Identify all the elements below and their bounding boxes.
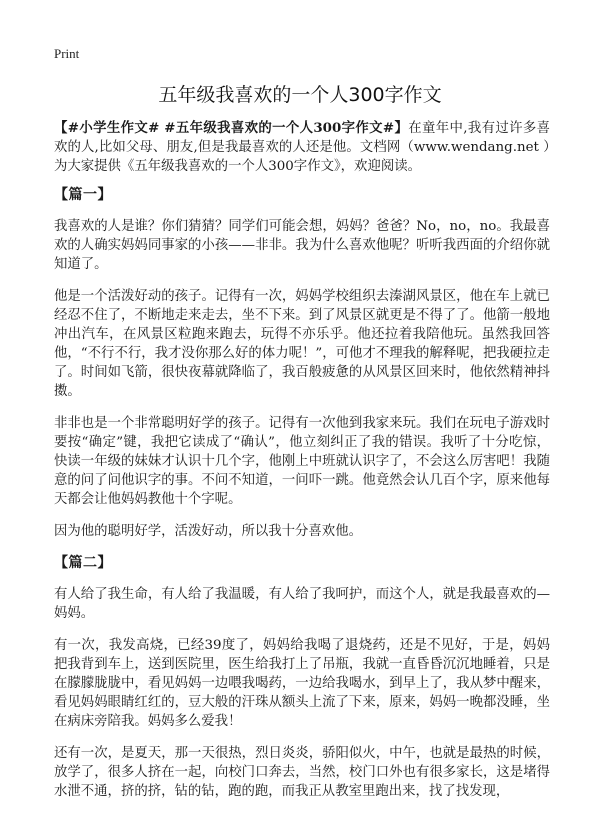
body-paragraph: 有一次，我发高烧，已经39度了，妈妈给我喝了退烧药，还是不见好，于是，妈妈把我背到车上，送到医院里，医生给我打上了吊瓶，我就一直昏昏沉沉地睡着，只是在朦朦胧胧中，看见妈妈一边喂我喝药，一边给我喝水，到早上了，我从梦中醒来，看见妈妈眼睛红红的，豆大般的汗珠从额头上流了下来，原来，妈妈一晚都没睡，坐在病床旁陪我。妈妈多么爱我！ [54,638,550,729]
body-paragraph: 我喜欢的人是谁？你们猜猜？同学们可能会想，妈妈？爸爸？No，no，no。我最喜欢的人确实妈妈同事家的小孩——非非。我为什么喜欢他呢？听听我西面的介绍你就知道了。 [54,219,550,272]
body-paragraph: 因为他的聪明好学，活泼好动，所以我十分喜欢他。 [54,524,362,539]
section-heading: 【篇二】 [54,555,112,571]
intro-tags: 【#小学生作文# #五年级我喜欢的一个人300字作文#】 [54,120,409,136]
body-paragraph: 还有一次，是夏天，那一天很热，烈日炎炎，骄阳似火，中午，也就是最热的时候，放学了，很多人挤在一起，向校门口奔去，当然，校门口外也有很多家长，这是堵得水泄不通，挤的挤，钻的钻，跑的跑，而我正从教室里跑出来，找了找发现， [54,746,550,799]
document-title: 五年级我喜欢的一个人300字作文 [158,84,442,106]
body-paragraph: 非非也是一个非常聪明好学的孩子。记得有一次他到我家来玩。我们在玩电子游戏时要按“确定”键，我把它读成了“确认”，他立刻纠正了我的错误。我听了十分吃惊，快读一年级的妹妹才认识十几个字，他刚上中班就认识字了，不会这么厉害吧！我随意的问了问他识字的事。不问不知道，一问吓一跳。他竟然会认几百个字，原来他每天都会让他妈妈教他十个字呢。 [54,416,550,507]
body-paragraph: 有人给了我生命，有人给了我温暖，有人给了我呵护，而这个人，就是我最喜欢的—妈妈。 [54,587,550,621]
print-label: Print [54,46,80,61]
document-body [54,119,550,814]
body-paragraph: 他是一个活泼好动的孩子。记得有一次，妈妈学校组织去溱湖风景区，他在车上就已经忍不住了，不断地走来走去，坐不下来。到了风景区就更是不得了了。他箭一般地冲出汽车，在风景区粒跑来跑去，玩得不亦乐乎。他还拉着我陪他玩。虽然我回答他，“不行不行，我才没你那么好的体力呢！”，可他才不理我的解释呢，把我硬拉走了。时间如飞箭，很快夜幕就降临了，我百般疲惫的从风景区回来时，他依然精神抖擞。 [54,289,550,399]
intro-text: 在童年中,我有过许多喜欢的人,比如父母、朋友,但是我最喜欢的人还是他。文档网（www.wendang.net ）为大家提供《五年级我喜欢的一个人300字作文》，欢迎阅读。 [54,121,550,174]
section-heading: 【篇一】 [54,187,112,203]
intro-paragraph [54,119,550,176]
